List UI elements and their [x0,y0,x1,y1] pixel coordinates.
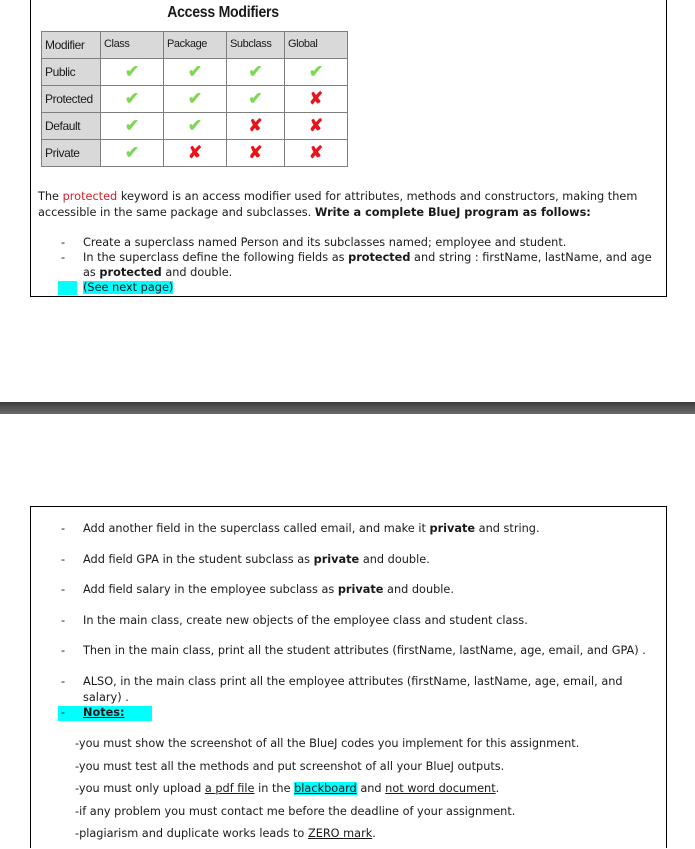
check-icon: ✔ [101,140,164,167]
check-icon: ✔ [101,59,164,86]
note-text: . [495,782,500,796]
list-item [55,674,655,705]
list-item-text: and double. [359,552,430,566]
table-title: Access Modifiers [167,4,279,21]
list-item [55,613,655,644]
list-item-text: Create a superclass named Person and its subclasses named; employee and student. [83,236,567,249]
access-modifiers-table [41,31,348,167]
protected-keyword: protected [62,190,118,203]
bold-word: protected [348,251,411,264]
dash-marker: - [61,706,66,719]
note-item [75,781,655,804]
list-item-text: Then in the main class, print all the student attributes (firstName, lastName, age, email, and GPA) . [83,644,646,658]
check-icon: ✔ [227,86,285,113]
header-package: Package [164,32,227,59]
list-item [55,250,660,280]
blackboard-highlight: blackboard [294,782,357,796]
check-icon: ✔ [101,86,164,113]
intro-text: keyword is an access modifier used for attributes, methods and constructors, making them accessible in the same package and subclasses. [38,190,638,219]
check-icon: ✔ [164,86,227,113]
list-item-text: Add field salary in the employee subclass as [83,583,338,597]
page-section-1 [30,0,667,297]
highlight-marker [58,281,77,295]
list-item-text: and double. [161,266,233,279]
underlined-text: a pdf file [204,782,255,796]
note-text: in the [254,782,295,796]
note-item [75,826,655,849]
list-item [55,235,660,250]
list-item-text: and double. [383,583,454,597]
check-icon: ✔ [285,59,348,86]
list-item-text: In the superclass define the following fields as [83,251,349,264]
list-item-text: In the main class, create new objects of the employee class and student class. [83,613,528,627]
intro-paragraph [38,189,663,221]
list-item [55,521,655,552]
table-row-default [42,113,348,140]
check-icon: ✔ [227,59,285,86]
list-item-text: and string : firstName, lastName, and age as [83,251,652,279]
list-item [55,552,655,583]
table-row-public [42,59,348,86]
note-item: -you must test all the methods and put screenshot of all your BlueJ outputs. [75,759,505,773]
table-header-row [42,32,348,59]
check-icon: ✔ [164,113,227,140]
note-text: -you must only upload [75,782,205,796]
list-item [55,582,655,613]
bold-word: private [313,552,360,566]
requirements-list-2 [55,521,655,705]
list-item-text: Add field GPA in the student subclass as [83,552,314,566]
intro-bold: Write a complete BlueJ program as follows: [314,206,591,219]
header-modifier: Modifier [42,32,101,59]
row-label: Public [42,59,101,86]
table-row-protected [42,86,348,113]
page-separator [0,402,695,414]
note-text: and [356,782,386,796]
list-item-text: ALSO, in the main class print all the employee attributes (firstName, lastName, age, email, and salary) . [83,674,623,704]
check-icon: ✔ [164,59,227,86]
check-icon: ✔ [101,113,164,140]
requirements-list-1 [55,235,660,295]
notes-list [75,736,655,849]
note-item: -if any problem you must contact me before the deadline of your assignment. [75,804,516,818]
underlined-text: not word document [385,782,496,796]
header-global: Global [285,32,348,59]
cross-icon: ✘ [285,86,348,113]
list-item-text: Add another field in the superclass called email, and make it [83,522,430,535]
cross-icon: ✘ [285,113,348,140]
header-subclass: Subclass [227,32,285,59]
bold-word: protected [99,266,162,279]
row-label: Private [42,140,101,167]
cross-icon: ✘ [285,140,348,167]
see-next-page-text: (See next page) [83,281,174,294]
row-label: Protected [42,86,101,113]
zero-mark-text: ZERO mark [307,827,373,841]
bold-word: private [429,522,476,535]
cross-icon: ✘ [227,140,285,167]
page-section-2 [30,506,667,848]
notes-label: Notes: [83,706,125,719]
note-item: -you must show the screenshot of all the BlueJ codes you implement for this assignment. [75,737,580,750]
table-title-wrap [129,0,317,28]
intro-text: The [38,190,63,203]
note-text: -plagiarism and duplicate works leads to [75,827,308,841]
table-row-private [42,140,348,167]
header-class: Class [101,32,164,59]
note-text: . [372,827,376,841]
cross-icon: ✘ [164,140,227,167]
row-label: Default [42,113,101,140]
bold-word: private [337,583,384,597]
cross-icon: ✘ [227,113,285,140]
list-item [55,280,660,295]
list-item [55,643,655,674]
list-item-text: and string. [475,522,540,535]
